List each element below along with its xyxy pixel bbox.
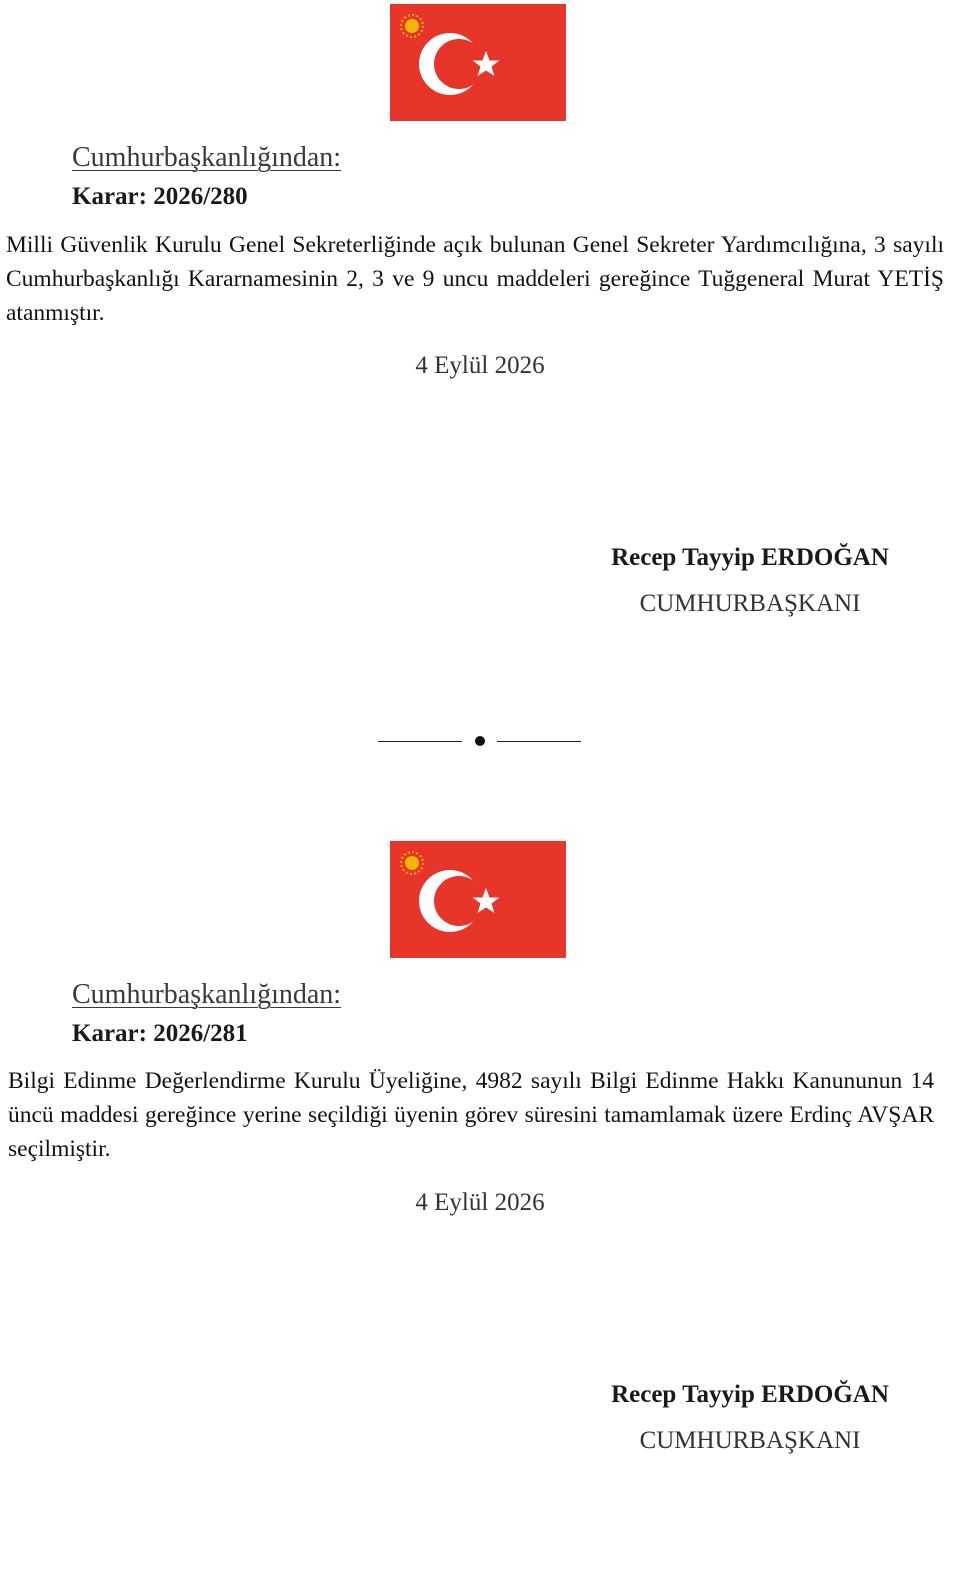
decision-date: 4 Eylül 2026 <box>415 352 545 379</box>
decision-body: Milli Güvenlik Kurulu Genel Sekreterliğinde açık bulunan Genel Sekreter Yardımcılığına, 3 sayılı Cumhurbaşkanlığı Kararnamesinin 2, 3 ve 9 uncu maddeleri gereğince Tuğgeneral Murat YETİŞ atanmıştır. <box>6 232 944 326</box>
turkish-flag-icon <box>390 4 566 121</box>
decision-number: Karar: 2026/281 <box>72 1020 248 1047</box>
issuer-heading: Cumhurbaşkanlığından: <box>72 142 342 173</box>
flag-emblem-graphic <box>390 4 566 121</box>
separator-line-left <box>378 741 462 742</box>
decision-body: Bilgi Edinme Değerlendirme Kurulu Üyeliğine, 4982 sayılı Bilgi Edinme Hakkı Kanununun 14 üncü maddesi gereğince yerine seçildiği üyenin görev süresini tamamlamak üzere Erdinç AVŞAR seçilmiştir. <box>8 1068 934 1162</box>
signer-name: Recep Tayyip ERDOĞAN <box>611 544 889 571</box>
decision-date: 4 Eylül 2026 <box>415 1189 545 1216</box>
turkish-flag-icon <box>390 841 566 958</box>
separator-dot-icon <box>475 736 485 746</box>
issuer-heading: Cumhurbaşkanlığından: <box>72 979 342 1010</box>
signer-title: CUMHURBAŞKANI <box>639 590 861 617</box>
signer-title: CUMHURBAŞKANI <box>639 1427 861 1454</box>
flag-emblem-graphic <box>390 841 566 958</box>
signer-name: Recep Tayyip ERDOĞAN <box>611 1381 889 1408</box>
section-separator <box>378 728 582 752</box>
separator-line-right <box>497 741 581 742</box>
decision-number: Karar: 2026/280 <box>72 183 248 210</box>
